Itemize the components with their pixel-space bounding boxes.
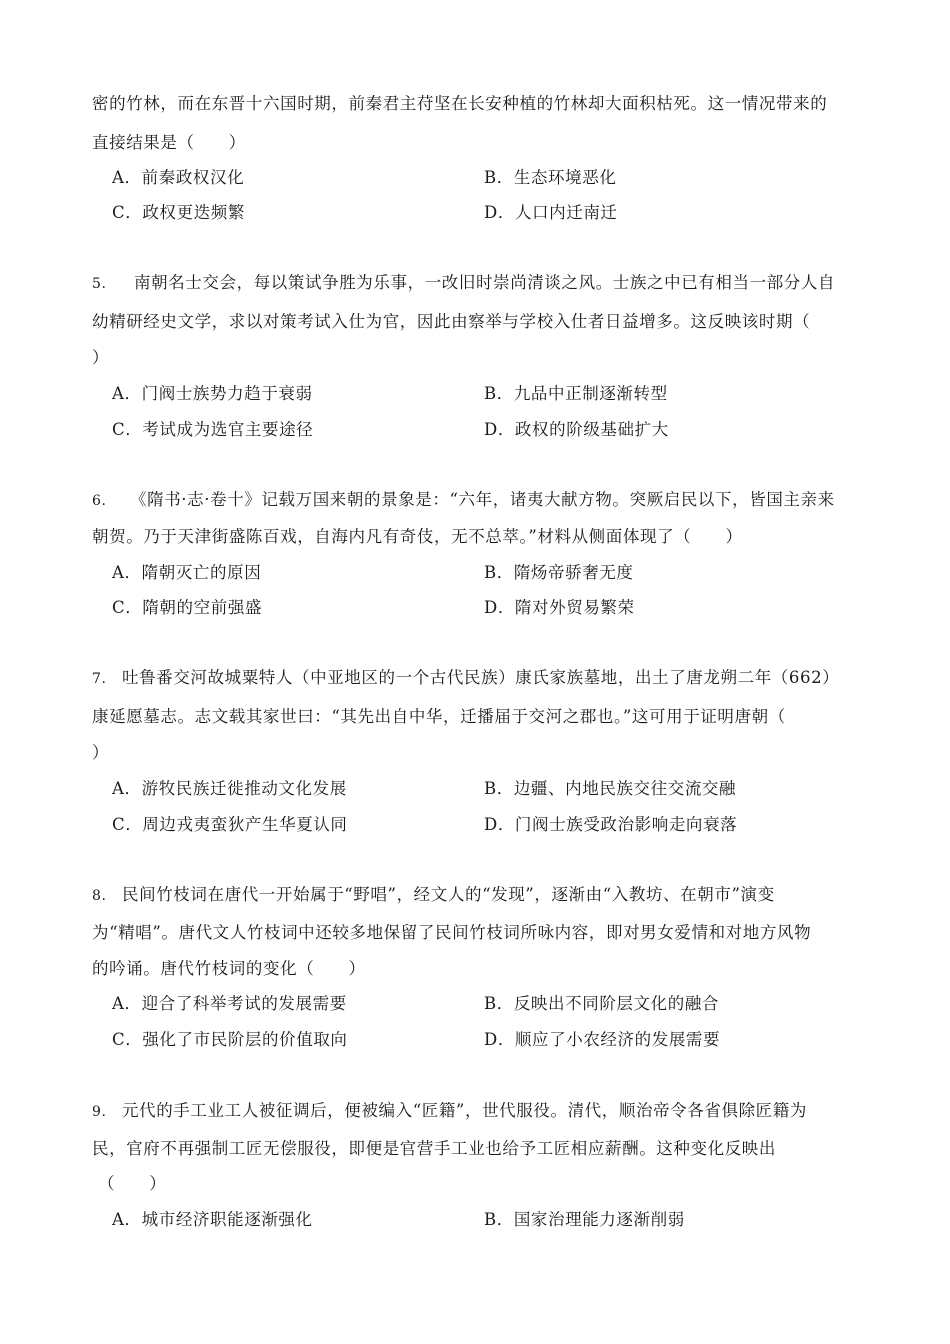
question-7-option-c: C．周边戎夷蛮狄产生华夏认同 <box>112 815 348 834</box>
question-8-option-d: D．顺应了小农经济的发展需要 <box>484 1030 721 1049</box>
question-7-stem-line-3: ） <box>92 743 110 762</box>
question-9-stem-line-2: 民，官府不再强制工匠无偿服役，即便是官营手工业也给予工匠相应薪酬。这种变化反映出 <box>92 1139 776 1158</box>
question-9-option-a: A．城市经济职能逐渐强化 <box>112 1210 313 1229</box>
question-4-option-a: A．前秦政权汉化 <box>112 168 245 187</box>
question-8-stem-line-2: 为“精唱”。唐代文人竹枝词中还较多地保留了民间竹枝词所咏内容，即对男女爱情和对地方风物 <box>92 923 812 942</box>
question-8-option-a: A．迎合了科举考试的发展需要 <box>112 994 347 1013</box>
question-5-stem-line-1: 5. 南朝名士交会，每以策试争胜为乐事，一改旧时崇尚清谈之风。士族之中已有相当一部分人自 <box>92 271 835 296</box>
question-4-option-c: C．政权更迭频繁 <box>112 203 245 222</box>
question-5-option-b: B．九品中正制逐渐转型 <box>484 384 668 403</box>
question-4-stem-line-1: 密的竹林，而在东晋十六国时期，前秦君主苻坚在长安种植的竹林却大面积枯死。这一情况带来的 <box>92 94 828 113</box>
question-6-option-c: C．隋朝的空前强盛 <box>112 598 263 617</box>
question-5-option-c: C．考试成为选官主要途径 <box>112 420 314 439</box>
question-6-option-a: A．隋朝灭亡的原因 <box>112 563 262 582</box>
question-4-option-b: B．生态环境恶化 <box>484 168 617 187</box>
question-6-option-d: D．隋对外贸易繁荣 <box>484 598 635 617</box>
question-7-option-a: A．游牧民族迁徙推动文化发展 <box>112 779 347 798</box>
question-8-stem-line-3: 的吟诵。唐代竹枝词的变化（ ） <box>92 959 366 978</box>
question-4-stem-line-2: 直接结果是（ ） <box>92 133 246 152</box>
question-9-stem-line-3: （ ） <box>98 1174 167 1193</box>
question-5-option-d: D．政权的阶级基础扩大 <box>484 420 669 439</box>
question-7-option-b: B．边疆、内地民族交往交流交融 <box>484 779 737 798</box>
question-7-stem-line-1: 7. 吐鲁番交河故城粟特人（中亚地区的一个古代民族）康氏家族墓地，出土了唐龙朔二年（662） <box>92 666 839 691</box>
question-6-stem-line-1: 6. 《隋书·志·卷十》记载万国来朝的景象是：“六年，诸夷大献方物。突厥启民以下，皆国主亲来 <box>92 488 835 513</box>
question-7-option-d: D．门阀士族受政治影响走向衰落 <box>484 815 738 834</box>
question-number: 7. <box>92 671 107 687</box>
question-8-option-c: C．强化了市民阶层的价值取向 <box>112 1030 348 1049</box>
question-9-stem-line-1: 9. 元代的手工业工人被征调后，便被编入“匠籍”，世代服役。清代，顺治帝令各省俱除匠籍为 <box>92 1099 807 1124</box>
question-number: 5. <box>92 276 107 292</box>
question-8-option-b: B．反映出不同阶层文化的融合 <box>484 994 720 1013</box>
question-6-stem-line-2: 朝贺。乃于天津街盛陈百戏，自海内凡有奇伎，无不总萃。”材料从侧面体现了（ ） <box>92 527 743 546</box>
question-number: 6. <box>92 493 107 509</box>
question-6-option-b: B．隋炀帝骄奢无度 <box>484 563 634 582</box>
question-5-stem-line-2: 幼精研经史文学，求以对策考试入仕为官，因此由察举与学校入仕者日益增多。这反映该时期（ <box>92 312 811 331</box>
question-number: 9. <box>92 1104 107 1120</box>
question-5-option-a: A．门阀士族势力趋于衰弱 <box>112 384 313 403</box>
question-7-stem-line-2: 康延愿墓志。志文载其家世曰：“其先出自中华，迁播届于交河之郡也。”这可用于证明唐朝（ <box>92 707 786 726</box>
question-number: 8. <box>92 888 107 904</box>
question-9-option-b: B．国家治理能力逐渐削弱 <box>484 1210 685 1229</box>
question-8-stem-line-1: 8. 民间竹枝词在唐代一开始属于“野唱”，经文人的“发现”，逐渐由“入教坊、在朝市”演变 <box>92 883 775 908</box>
question-5-stem-line-3: ） <box>92 348 110 367</box>
question-4-option-d: D．人口内迁南迁 <box>484 203 618 222</box>
